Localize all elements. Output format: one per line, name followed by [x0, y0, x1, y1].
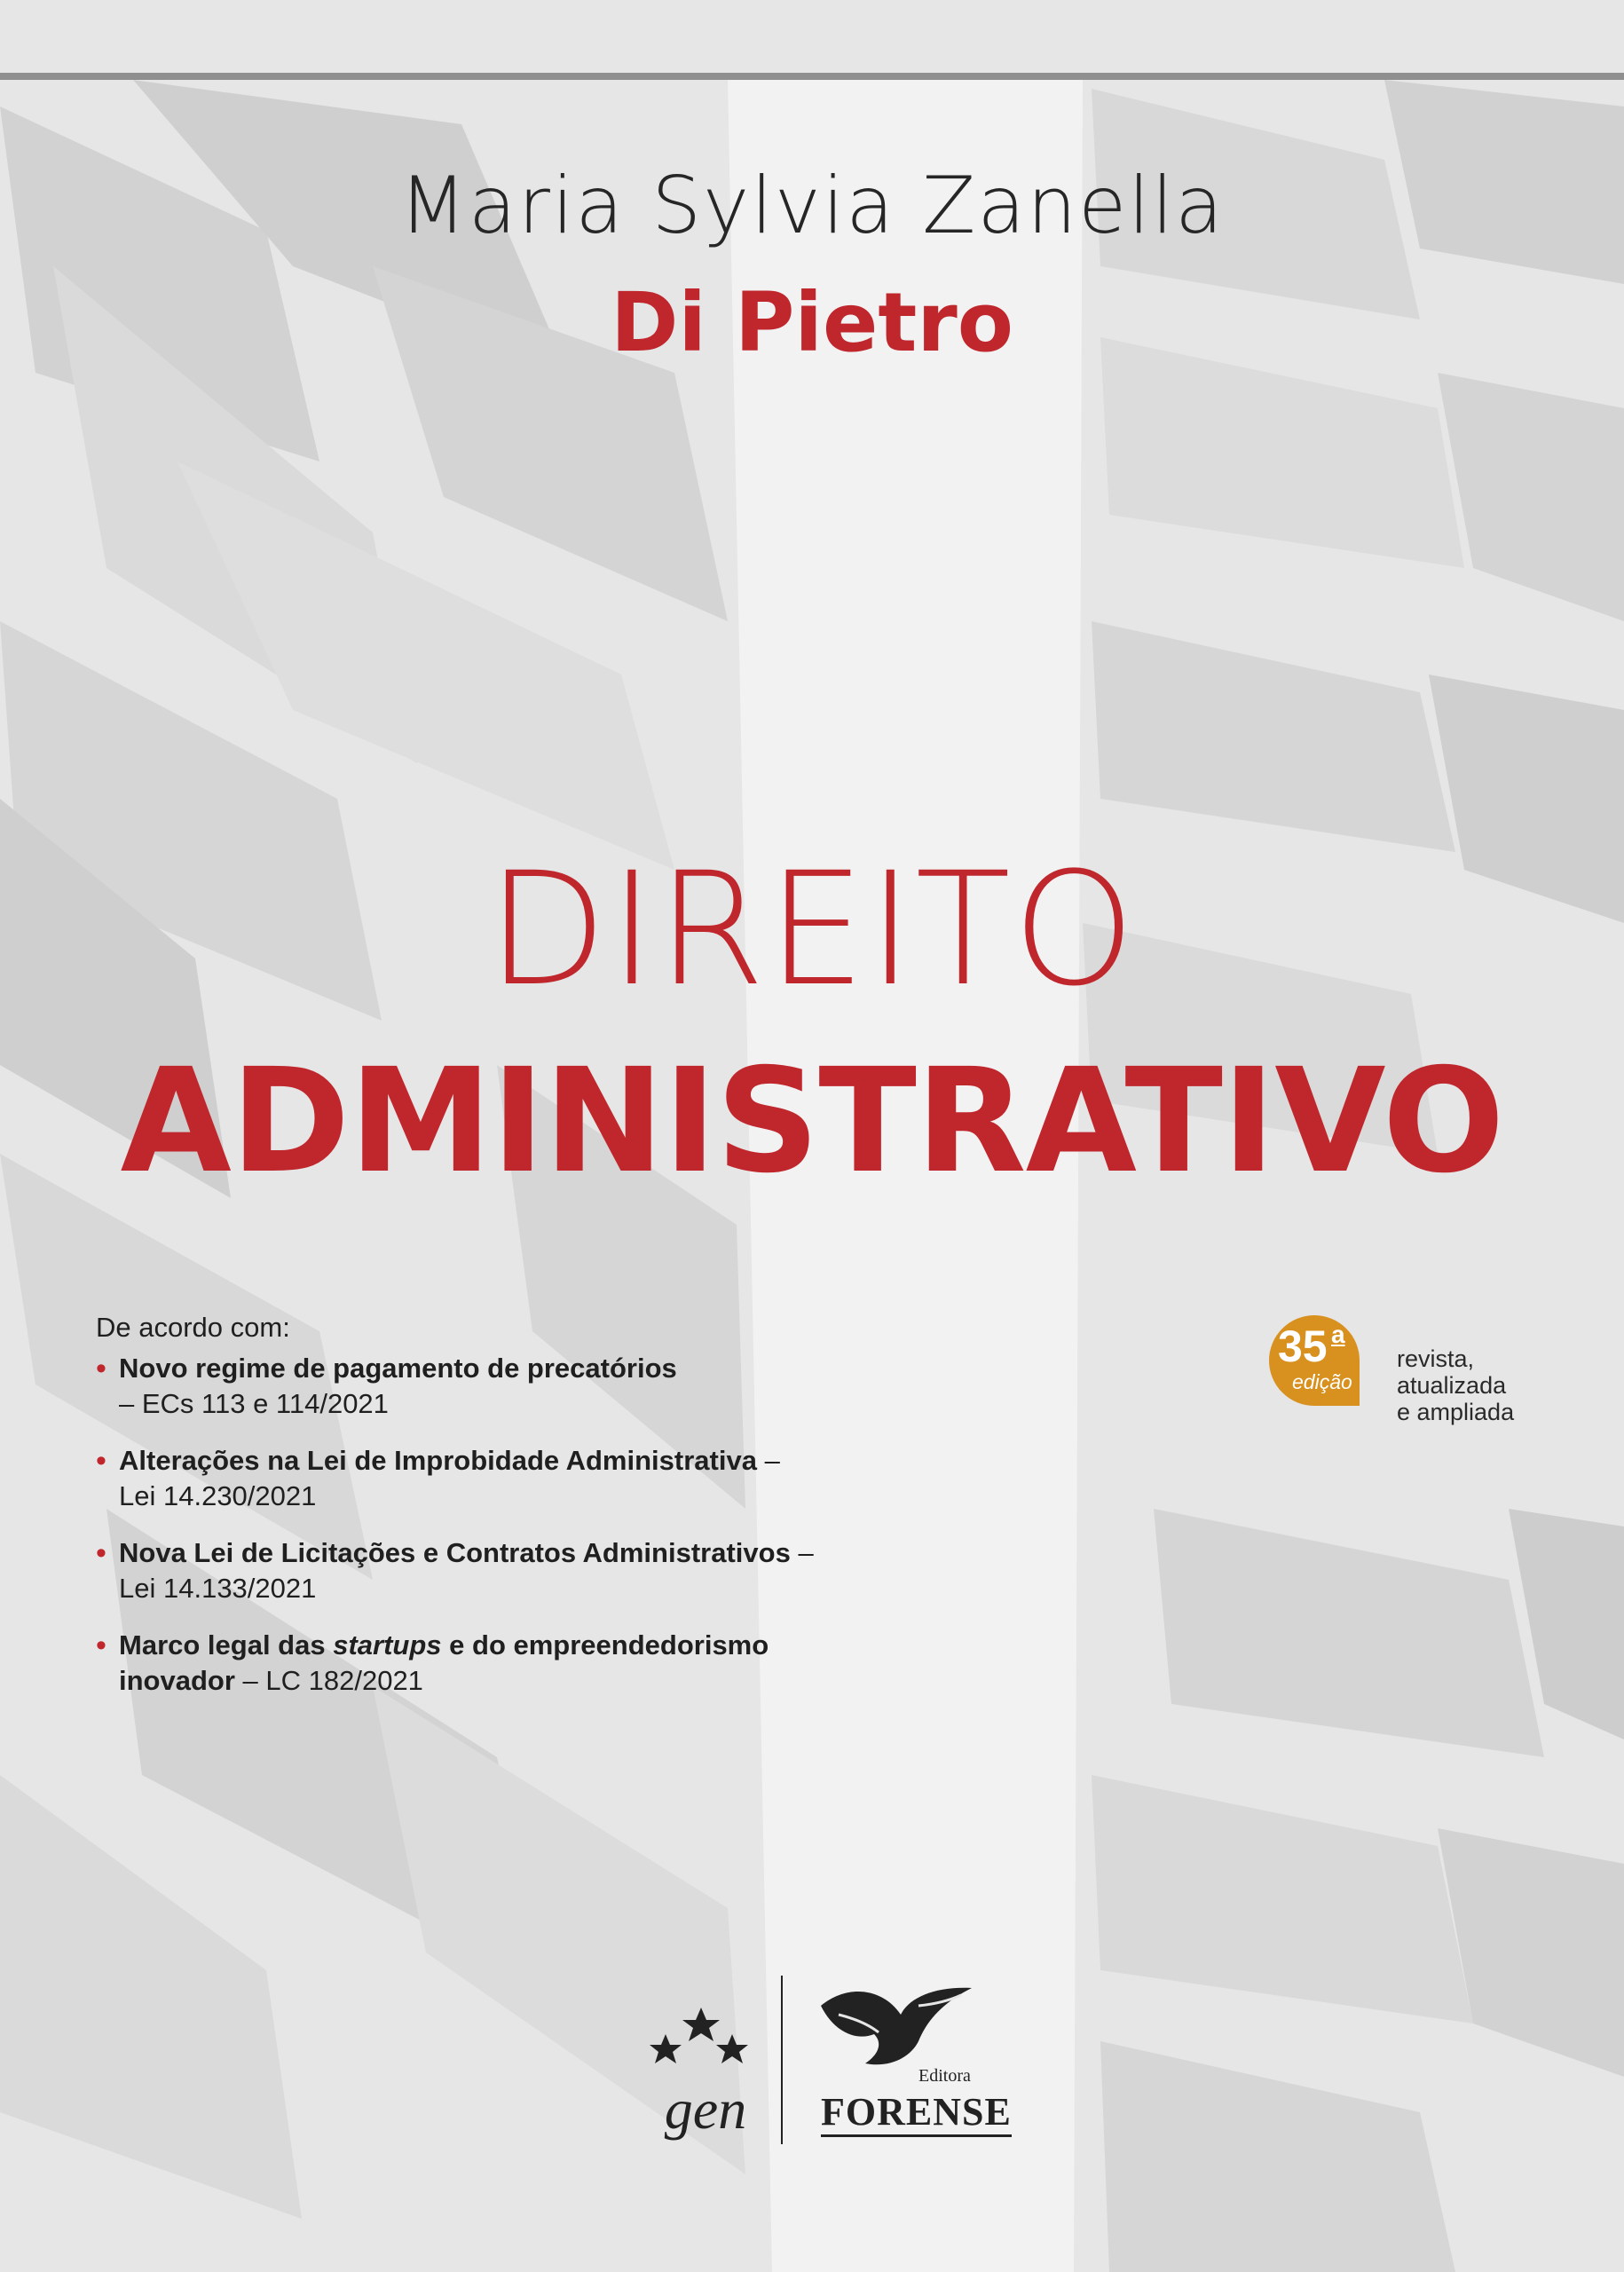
edition-description-line: atualizada — [1397, 1372, 1507, 1399]
logo-divider — [781, 1976, 783, 2144]
title-line-2: ADMINISTRATIVO — [120, 1038, 1504, 1205]
stars-icon — [639, 1979, 772, 2077]
item-bold-text: Marco legal das — [119, 1629, 326, 1661]
item-reference: – Lei 14.133/2021 — [119, 1537, 814, 1604]
edition-description — [1397, 1345, 1514, 1425]
bullet-icon: • — [96, 1352, 106, 1385]
edition-word: edição — [1292, 1370, 1352, 1393]
item-bold-text: Novo regime de pagamento de precatórios — [119, 1353, 677, 1384]
list-item — [96, 1443, 824, 1514]
item-reference: – LC 182/2021 — [242, 1665, 423, 1696]
title-line-1: DIREITO — [486, 839, 1138, 1021]
bullet-icon: • — [96, 1629, 106, 1662]
eagle-icon — [803, 1979, 989, 2077]
according-to-intro: De acordo com: — [96, 1312, 290, 1343]
edition-number: 35 — [1278, 1321, 1328, 1371]
author-first-names: Maria Sylvia Zanella — [398, 160, 1226, 251]
edition-ordinal: a — [1331, 1321, 1345, 1348]
edition-description-line: e ampliada — [1397, 1399, 1515, 1425]
item-reference: – Lei 14.230/2021 — [119, 1445, 780, 1511]
item-reference: – ECs 113 e 114/2021 — [119, 1388, 389, 1419]
list-item — [96, 1351, 824, 1422]
editora-label: Editora — [918, 2066, 971, 2086]
edition-badge — [1269, 1315, 1360, 1406]
item-bold-text: Alterações na Lei de Improbidade Administrativa — [119, 1445, 757, 1476]
bullet-icon: • — [96, 1444, 106, 1478]
author-surname: Di Pietro — [611, 275, 1013, 370]
gen-wordmark: gen — [664, 2078, 747, 2141]
item-italic-text: startups — [333, 1629, 442, 1661]
forense-logo — [803, 1979, 1012, 2148]
list-item — [96, 1628, 824, 1699]
gen-logo — [639, 1979, 772, 2148]
edition-description-line: revista, — [1397, 1345, 1475, 1372]
list-item — [96, 1535, 824, 1606]
according-to-list — [96, 1351, 824, 1720]
top-rule — [0, 73, 1624, 80]
forense-wordmark: FORENSE — [821, 2089, 1012, 2137]
item-bold-text: Nova Lei de Licitações e Contratos Administrativos — [119, 1537, 791, 1568]
item-bold-text-continued: e do empreendedorismo inovador — [119, 1629, 769, 1696]
bullet-icon: • — [96, 1536, 106, 1570]
